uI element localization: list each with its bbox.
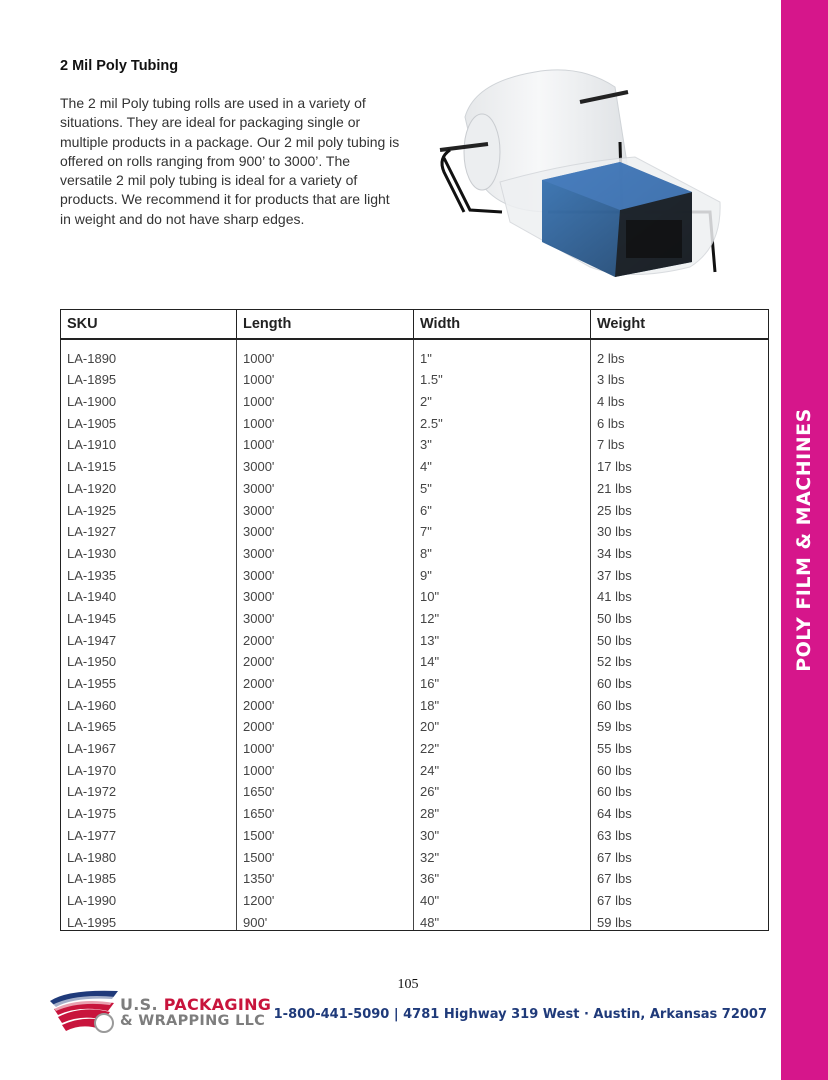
width-cell: 6" [414,496,591,518]
sku-cell: LA-1935 [61,561,237,583]
weight-cell: 52 lbs [591,648,769,670]
table-row [61,431,769,453]
width-cell: 10" [414,583,591,605]
length-cell: 3000' [237,604,414,626]
weight-cell: 59 lbs [591,908,769,930]
weight-cell: 60 lbs [591,778,769,800]
width-cell: 2.5" [414,409,591,431]
weight-cell: 55 lbs [591,734,769,756]
side-tab-label: POLY FILM & MACHINES [793,408,815,672]
width-cell: 13" [414,626,591,648]
table-row [61,604,769,626]
sku-cell: LA-1950 [61,648,237,670]
table-row [61,734,769,756]
sku-cell: LA-1930 [61,539,237,561]
width-cell: 1" [414,339,591,366]
length-cell: 1000' [237,387,414,409]
length-cell: 1500' [237,821,414,843]
weight-cell: 50 lbs [591,604,769,626]
weight-cell: 37 lbs [591,561,769,583]
width-cell: 48" [414,908,591,930]
section-title: 2 Mil Poly Tubing [60,58,179,74]
width-cell: 8" [414,539,591,561]
table-row [61,452,769,474]
length-cell: 1000' [237,339,414,366]
header-length: Length [237,310,414,340]
logo-brand-prefix: U.S. [120,995,164,1014]
length-cell: 3000' [237,496,414,518]
length-cell: 2000' [237,691,414,713]
weight-cell: 59 lbs [591,713,769,735]
weight-cell: 25 lbs [591,496,769,518]
weight-cell: 67 lbs [591,886,769,908]
sku-cell: LA-1990 [61,886,237,908]
width-cell: 4" [414,452,591,474]
sku-cell: LA-1920 [61,474,237,496]
width-cell: 5" [414,474,591,496]
sku-cell: LA-1900 [61,387,237,409]
width-cell: 20" [414,713,591,735]
sku-cell: LA-1895 [61,366,237,388]
table-row [61,756,769,778]
width-cell: 16" [414,669,591,691]
page-number: 105 [397,977,419,992]
section-description: The 2 mil Poly tubing rolls are used in a variety of situations. They are ideal for packaging single or multiple products in a package. Our 2 mil poly tubing is offered on rolls ranging from 900’ to 3000’. The versatile 2 mil poly tubing is ideal for a variety of products. We recommend it for products that are light in weight and do not have sharp edges. [60,95,400,227]
weight-cell: 67 lbs [591,843,769,865]
spec-table [60,309,769,931]
weight-cell: 67 lbs [591,865,769,887]
length-cell: 2000' [237,626,414,648]
length-cell: 2000' [237,648,414,670]
weight-cell: 7 lbs [591,431,769,453]
length-cell: 1650' [237,778,414,800]
sku-cell: LA-1977 [61,821,237,843]
width-cell: 22" [414,734,591,756]
width-cell: 7" [414,518,591,540]
sku-cell: LA-1955 [61,669,237,691]
footer-contact: 1-800-441-5090 | 4781 Highway 319 West · Austin, Arkansas 72007 [273,1007,767,1022]
sku-cell: LA-1980 [61,843,237,865]
length-cell: 1500' [237,843,414,865]
table-row [61,843,769,865]
length-cell: 1200' [237,886,414,908]
table-row [61,339,769,366]
table-row [61,539,769,561]
width-cell: 26" [414,778,591,800]
sku-cell: LA-1970 [61,756,237,778]
length-cell: 3000' [237,452,414,474]
length-cell: 1000' [237,431,414,453]
sku-cell: LA-1975 [61,799,237,821]
width-cell: 32" [414,843,591,865]
table-row [61,669,769,691]
weight-cell: 17 lbs [591,452,769,474]
width-cell: 2" [414,387,591,409]
weight-cell: 60 lbs [591,691,769,713]
logo-brand-suffix: PACKAGING [163,995,272,1014]
sku-cell: LA-1972 [61,778,237,800]
header-weight: Weight [591,310,769,340]
width-cell: 9" [414,561,591,583]
weight-cell: 50 lbs [591,626,769,648]
length-cell: 2000' [237,669,414,691]
length-cell: 3000' [237,583,414,605]
table-row [61,626,769,648]
length-cell: 900' [237,908,414,930]
weight-cell: 64 lbs [591,799,769,821]
poly-tubing-roll-image [430,62,730,287]
header-sku: SKU [61,310,237,340]
table-header-row [61,310,769,340]
length-cell: 3000' [237,539,414,561]
table-row [61,518,769,540]
weight-cell: 60 lbs [591,756,769,778]
sku-cell: LA-1945 [61,604,237,626]
weight-cell: 6 lbs [591,409,769,431]
table-row [61,409,769,431]
header-width: Width [414,310,591,340]
logo-brand-line1 [120,995,271,1014]
width-cell: 3" [414,431,591,453]
table-row [61,387,769,409]
sku-cell: LA-1967 [61,734,237,756]
sku-cell: LA-1915 [61,452,237,474]
table-row [61,648,769,670]
sku-cell: LA-1927 [61,518,237,540]
sku-cell: LA-1890 [61,339,237,366]
sku-cell: LA-1925 [61,496,237,518]
length-cell: 1350' [237,865,414,887]
width-cell: 24" [414,756,591,778]
table-row [61,561,769,583]
table-row [61,908,769,930]
sku-cell: LA-1940 [61,583,237,605]
sku-cell: LA-1905 [61,409,237,431]
length-cell: 1000' [237,756,414,778]
length-cell: 3000' [237,518,414,540]
weight-cell: 63 lbs [591,821,769,843]
length-cell: 1000' [237,734,414,756]
table-row [61,366,769,388]
width-cell: 40" [414,886,591,908]
table-row [61,583,769,605]
sku-cell: LA-1910 [61,431,237,453]
weight-cell: 41 lbs [591,583,769,605]
table-row [61,713,769,735]
weight-cell: 3 lbs [591,366,769,388]
table-row [61,691,769,713]
length-cell: 1000' [237,366,414,388]
table-row [61,799,769,821]
width-cell: 12" [414,604,591,626]
table-row [61,865,769,887]
table-row [61,821,769,843]
width-cell: 30" [414,821,591,843]
length-cell: 1650' [237,799,414,821]
table-row [61,886,769,908]
sku-cell: LA-1965 [61,713,237,735]
width-cell: 14" [414,648,591,670]
length-cell: 1000' [237,409,414,431]
sku-cell: LA-1960 [61,691,237,713]
weight-cell: 34 lbs [591,539,769,561]
weight-cell: 21 lbs [591,474,769,496]
width-cell: 1.5" [414,366,591,388]
length-cell: 3000' [237,561,414,583]
sku-cell: LA-1985 [61,865,237,887]
width-cell: 18" [414,691,591,713]
table-row [61,474,769,496]
width-cell: 28" [414,799,591,821]
width-cell: 36" [414,865,591,887]
weight-cell: 2 lbs [591,339,769,366]
table-row [61,778,769,800]
weight-cell: 60 lbs [591,669,769,691]
sku-cell: LA-1995 [61,908,237,930]
sku-cell: LA-1947 [61,626,237,648]
length-cell: 2000' [237,713,414,735]
table-row [61,496,769,518]
weight-cell: 4 lbs [591,387,769,409]
weight-cell: 30 lbs [591,518,769,540]
logo-brand-line2: & WRAPPING LLC [120,1013,266,1029]
length-cell: 3000' [237,474,414,496]
